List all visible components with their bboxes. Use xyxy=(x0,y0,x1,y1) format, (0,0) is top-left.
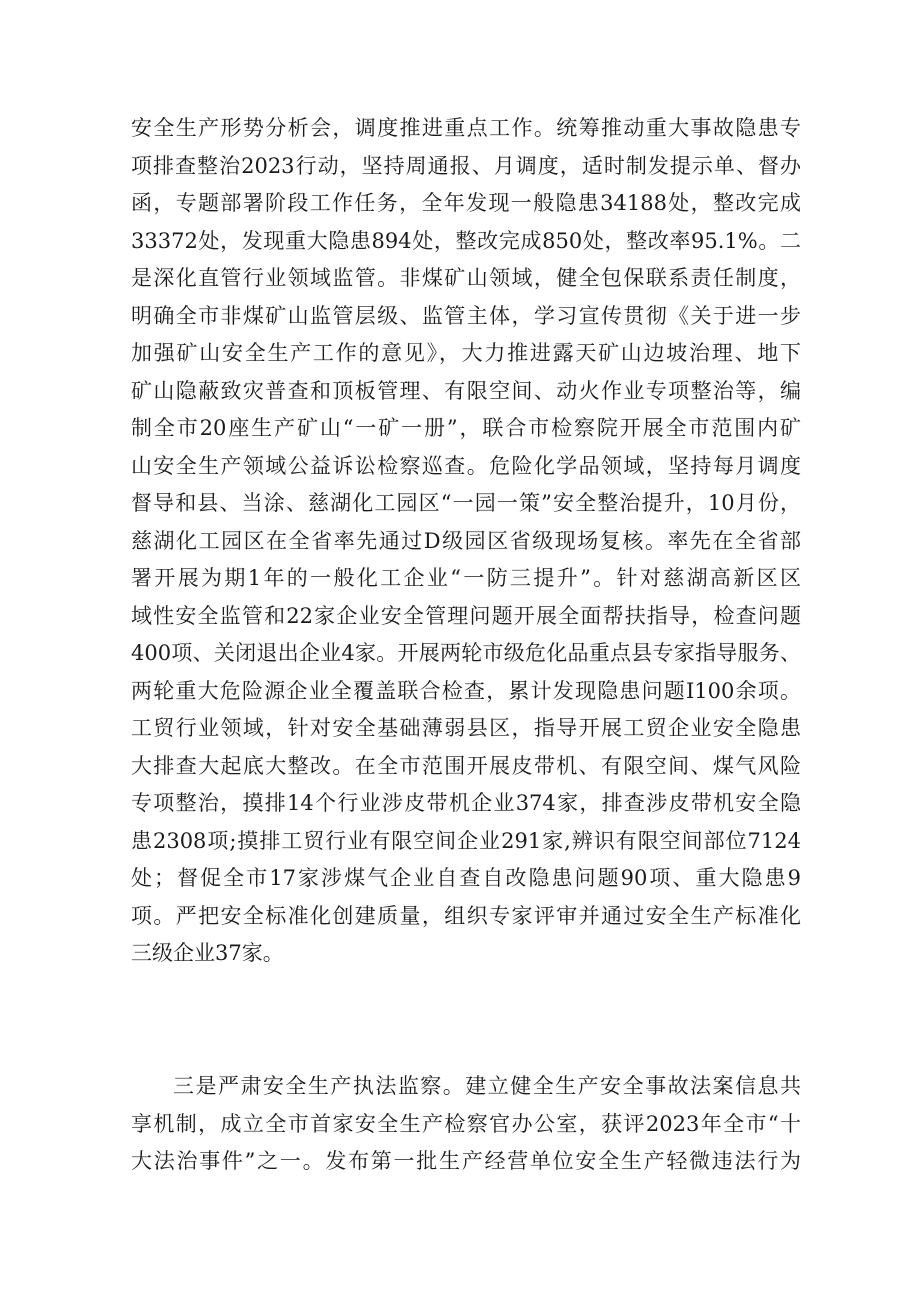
text-line: 三级企业37家。 xyxy=(131,941,284,965)
text-line: 慈湖化工园区在全省率先通过D级园区省级现场复核。率先在全省部 xyxy=(131,528,801,553)
text-line: 三是严肃安全生产执法监察。建立健全生产安全事故法案信息共 xyxy=(173,1074,801,1098)
text-line: 大法治事件”之一。发布第一批生产经营单位安全生产轻微违法行为 xyxy=(131,1149,801,1173)
text-line: 加强矿山安全生产工作的意见》，大力推进露天矿山边坡治理、地下 xyxy=(131,341,801,365)
text-line: 享机制，成立全市首家安全生产检察官办公室，获评2023年全市“十 xyxy=(131,1111,801,1136)
text-line: 督导和县、当涂、慈湖化工园区“一园一策”安全整治提升，10月份， xyxy=(131,491,801,515)
paragraph-1 xyxy=(131,110,801,973)
text-line: 处；督促全市17家涉煤气企业自查自改隐患问题90项、重大隐患9 xyxy=(131,866,801,890)
text-line: 署开展为期1年的一般化工企业“一防三提升”。针对慈湖高新区区 xyxy=(131,566,801,590)
text-line: 工贸行业领域，针对安全基础薄弱县区，指导开展工贸企业安全隐患 xyxy=(131,716,801,740)
text-line: 400项、关闭退出企业4家。开展两轮市级危化品重点县专家指导服务、 xyxy=(131,641,801,665)
text-line: 专项整治，摸排14个行业涉皮带机企业374家，排查涉皮带机安全隐 xyxy=(131,791,801,815)
text-line: 33372处，发现重大隐患894处，整改完成850处，整改率95.1%。二 xyxy=(131,228,801,253)
paragraph-2 xyxy=(131,1068,801,1181)
text-line: 大排查大起底大整改。在全市范围开展皮带机、有限空间、煤气风险 xyxy=(131,753,801,778)
text-line: 安全生产形势分析会，调度推进重点工作。统筹推动重大事故隐患专 xyxy=(131,116,801,140)
text-line: 两轮重大危险源企业全覆盖联合检查，累计发现隐患问题I100余项。 xyxy=(131,678,801,703)
text-line: 山安全生产领域公益诉讼检察巡查。危险化学品领域，坚持每月调度 xyxy=(131,453,801,478)
text-line: 函，专题部署阶段工作任务，全年发现一般隐患34188处，整改完成 xyxy=(131,191,801,215)
text-line: 域性安全监管和22家企业安全管理问题开展全面帮扶指导，检查问题 xyxy=(131,603,801,628)
text-line: 明确全市非煤矿山监管层级、监管主体，学习宣传贯彻《关于进一步 xyxy=(131,303,801,328)
text-line: 患2308项;摸排工贸行业有限空间企业291家,辨识有限空间部位7124 xyxy=(131,828,801,853)
text-line: 是深化直管行业领域监管。非煤矿山领域，健全包保联系责任制度， xyxy=(131,266,801,290)
text-line: 项。严把安全标准化创建质量，组织专家评审并通过安全生产标准化 xyxy=(131,903,801,928)
text-line: 项排查整治2023行动，坚持周通报、月调度，适时制发提示单、督办 xyxy=(131,153,801,178)
text-line: 制全市20座生产矿山“一矿一册”，联合市检察院开展全市范围内矿 xyxy=(131,416,801,440)
text-line: 矿山隐蔽致灾普查和顶板管理、有限空间、动火作业专项整治等，编 xyxy=(131,378,801,403)
